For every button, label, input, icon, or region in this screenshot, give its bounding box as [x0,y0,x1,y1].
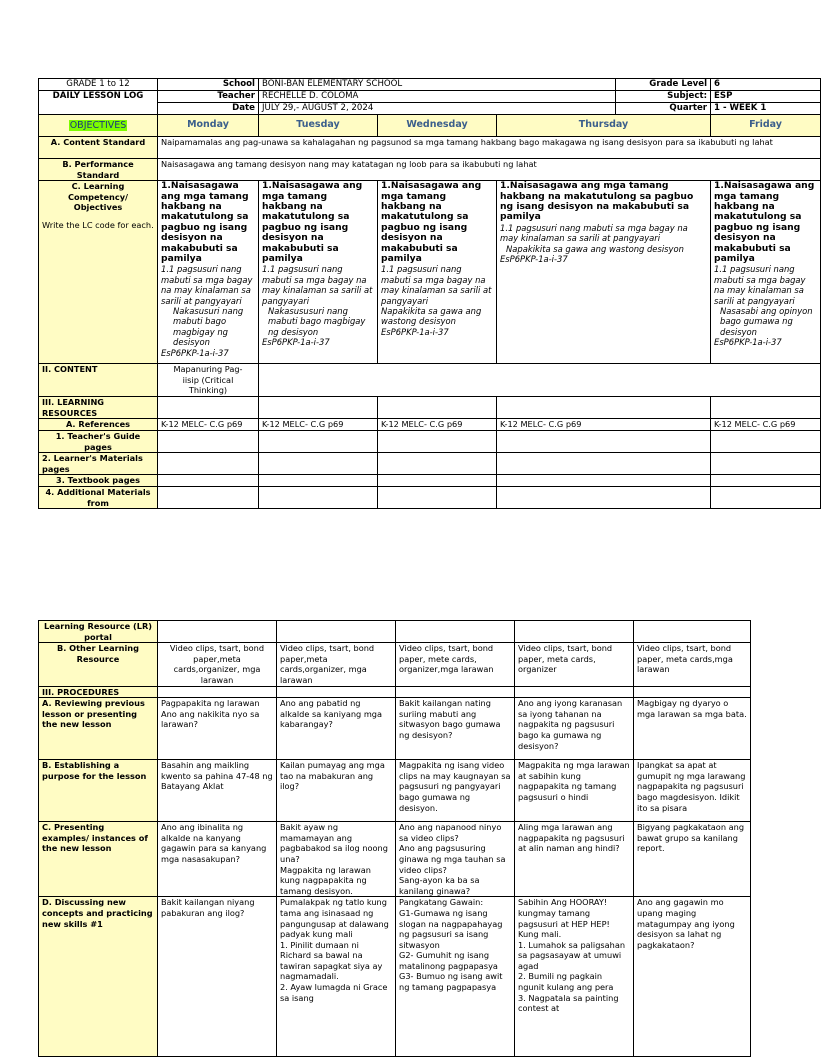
c-wed: Ano ang napanood ninyo sa video clips? Ano ang pagsusuring ginawa ng mga tauhan sa video clips? Sang-ayon ka ba sa kanilang ginawa? [396,822,515,897]
day-monday: Monday [158,115,259,137]
learning-competency-label: C. Learning Competency/ Objectives [67,181,129,213]
lr-mon [158,621,277,643]
date-value: JULY 29,- AUGUST 2, 2024 [259,103,616,115]
quarter-value: 1 - WEEK 1 [711,103,821,115]
procedures-label: III. PROCEDURES [39,686,158,698]
lc-main: 1.Naisasagawa ang mga tamang hakbang na makatutulong sa pagbuo ng isang desisyon na makabubuti sa pamilya [714,180,815,265]
lc-sub: 1.1 pagsusuri nang mabuti sa mga bagay na may kinalaman sa sarili at pangyayari [500,222,688,244]
other-wed: Video clips, tsart, bond paper, mete cards, organizer,mga larawan [396,643,515,686]
teacher-value: RECHELLE D. COLOMA [259,91,616,103]
lm-wed [378,453,497,475]
lc-code: EsP6PKP-1a-i-37 [262,337,330,348]
lc-objective: Nasasabi ang opinyon bago gumawa ng desisyon [720,306,813,337]
lc-sub: 1.1 pagsusuri nang mabuti sa mga bagay na may kinalaman sa sarili at pangyayari [161,264,253,306]
b-thu: Magpakita ng mga larawan at sabihin kung nagpapakita ng tamang pagsusuri o hindi [515,760,634,822]
presenting-label: C. Presenting examples/ instances of the new lesson [39,822,158,897]
other-resource-label: B. Other Learning Resource [39,643,158,686]
ref-fri: K-12 MELC- C.G p69 [711,419,821,431]
lm-tue [259,453,378,475]
lr-fri [634,621,751,643]
school-label: School [158,79,259,91]
d-fri: Ano ang gagawin mo upang maging matagumpay ang iyong desisyon sa lahat ng pagkakataon? [634,897,751,1057]
lm-mon [158,453,259,475]
lc-code: EsP6PKP-1a-i-37 [161,347,229,358]
c-thu: Aling mga larawan ang nagpapakita ng pagsusuri at alin naman ang hindi? [515,822,634,897]
teacher-label: Teacher [158,91,259,103]
am-wed [378,486,497,508]
d-mon: Bakit kailangan niyang pabakuran ang ilog? [158,897,277,1057]
lc-main: 1.Naisasagawa ang mga tamang hakbang na makatutulong sa pagbuo ng isang desisyon na makabubuti sa pamilya [161,180,249,265]
dll-title: DAILY LESSON LOG [39,91,158,115]
tb-tue [259,475,378,487]
quarter-label: Quarter [616,103,711,115]
school-value: BONI-BAN ELEMENTARY SCHOOL [259,79,616,91]
lc-code-note: Write the LC code for each. [42,219,154,230]
other-mon: Video clips, tsart, bond paper,meta cards,organizer, mga larawan [158,643,277,686]
lc-sub: 1.1 pagsusuri nang mabuti sa mga bagay na may kinalaman sa sarili at pangyayari [262,264,373,306]
proc-wed [396,686,515,698]
tg-fri [711,430,821,452]
lr-tue [277,621,396,643]
learning-resources-label: III. LEARNING RESOURCES [39,397,158,419]
resources-wed [378,397,497,419]
lc-objective: Napakikita sa gawa ang wastong desisyon [381,306,482,327]
content-standard-text: Naipamamalas ang pag-unawa sa kahalagahan ng pagsunod sa mga tamang hakbang bago makagawa ng isang desisyon para sa ikabubuti ng lahat [158,137,821,159]
grade-level-value: 6 [711,79,821,91]
references-label: A. References [39,419,158,431]
ref-mon: K-12 MELC- C.G p69 [158,419,259,431]
day-friday: Friday [711,115,821,137]
resources-fri [711,397,821,419]
other-tue: Video clips, tsart, bond paper,meta cards,organizer, mga larawan [277,643,396,686]
lc-tuesday [259,181,378,364]
tb-mon [158,475,259,487]
lc-objective: Nakasususuri nang mabuti bago magbigay ng desisyon [268,306,366,337]
c-fri: Bigyang pagkakataon ang bawat grupo sa kanilang report. [634,822,751,897]
d-thu: Sabihin Ang HOORAY! kungmay tamang pagsusuri at HEP HEP! Kung mali. 1. Lumahok sa paligsahan sa pagsasayaw at umuwi agad 2. Bumili ng pagkain ngunit kulang ang pera 3. Nagpatala sa painting contest at [515,897,634,1057]
lc-main: 1.Naisasagawa ang mga tamang hakbang na makatutulong sa pagbuo ng isang desisyon na makabubuti sa pamilya [500,180,694,223]
tg-mon [158,430,259,452]
performance-standard-label: B. Performance Standard [39,159,158,181]
proc-fri [634,686,751,698]
lesson-log-table-procedures [38,620,751,1057]
learning-competency-cell [39,181,158,364]
c-mon: Ano ang ibinalita ng alkalde na kanyang gagawin para sa kanyang mga nasasakupan? [158,822,277,897]
proc-thu [515,686,634,698]
tb-thu [497,475,711,487]
lc-sub: 1.1 pagsusuri nang mabuti sa mga bagay na may kinalaman sa sarili at pangyayari [381,264,492,306]
am-mon [158,486,259,508]
a-wed: Bakit kailangan nating suriing mabuti ang sitwasyon bago gumawa ng desisyon? [396,698,515,760]
objectives-heading: OBJECTIVES [39,115,158,137]
lc-sub: 1.1 pagsusuri nang mabuti sa mga bagay na may kinalaman sa sarili at pangyayari [714,264,806,306]
subject-value: ESP [711,91,821,103]
lc-code: EsP6PKP-1a-i-37 [500,254,568,265]
day-tuesday: Tuesday [259,115,378,137]
day-wednesday: Wednesday [378,115,497,137]
tg-wed [378,430,497,452]
lc-code: EsP6PKP-1a-i-37 [381,326,449,337]
additional-materials-label: 4. Additional Materials from [39,486,158,508]
lr-portal-label: Learning Resource (LR) portal [39,621,158,643]
lc-wednesday [378,181,497,364]
a-fri: Magbigay ng dyaryo o mga larawan sa mga bata. [634,698,751,760]
a-tue: Ano ang pabatid ng alkalde sa kaniyang mga kabarangay? [277,698,396,760]
lc-objective: Napakikita sa gawa ang wastong desisyon [506,243,684,254]
teachers-guide-label: 1. Teacher's Guide pages [39,430,158,452]
proc-mon [158,686,277,698]
a-mon: Pagpapakita ng larawan Ano ang nakikita nyo sa larawan? [158,698,277,760]
establishing-label: B. Establishing a purpose for the lesson [39,760,158,822]
discussing-label: D. Discussing new concepts and practicing new skills #1 [39,897,158,1057]
learners-materials-label: 2. Learner's Materials pages [39,453,158,475]
tg-thu [497,430,711,452]
d-tue: Pumalakpak ng tatlo kung tama ang isinasaad ng pangungusap at dalawang padyak kung mali 1. Pinilit dumaan ni Richard sa bawal na tawiran sapagkat siya ay nagmamadali. 2. Ayaw lumagda ni Grace sa isang [277,897,396,1057]
am-tue [259,486,378,508]
b-wed: Magpakita ng isang video clips na may kaugnayan sa pagsusuri ng pangyayari bago gumawa ng desisyon. [396,760,515,822]
c-tue: Bakit ayaw ng mamamayan ang pagbabakod sa ilog noong una? Magpakita ng larawan kung nagpapakita ng tamang desisyon. [277,822,396,897]
ref-wed: K-12 MELC- C.G p69 [378,419,497,431]
d-wed: Pangkatang Gawain: G1-Gumawa ng isang slogan na nagpapahayag ng pagsusuri sa isang sitwasyon G2- Gumuhit ng isang matalinong pagpapasya G3- Bumuo ng isang awit ng tamang pagpapasya [396,897,515,1057]
am-thu [497,486,711,508]
lesson-log-table-top [38,78,821,509]
content-text: Mapanuring Pag-iisip (Critical Thinking) [158,364,259,397]
lc-monday [158,181,259,364]
textbook-label: 3. Textbook pages [39,475,158,487]
proc-tue [277,686,396,698]
resources-mon [158,397,259,419]
grade-range: GRADE 1 to 12 [39,79,158,91]
lc-main: 1.Naisasagawa ang mga tamang hakbang na makatutulong sa pagbuo ng isang desisyon na makabubuti sa pamilya [262,180,363,265]
am-fri [711,486,821,508]
b-mon: Basahin ang maikling kwento sa pahina 47-48 ng Batayang Aklat [158,760,277,822]
other-fri: Video clips, tsart, bond paper, meta cards,mga larawan [634,643,751,686]
other-thu: Video clips, tsart, bond paper, meta cards, organizer [515,643,634,686]
reviewing-label: A. Reviewing previous lesson or presenting the new lesson [39,698,158,760]
b-fri: Ipangkat sa apat at gumupit ng mga larawang nagpapakita ng pagsusuri bago magdesisyon. Idikit ito sa pisara [634,760,751,822]
grade-level-label: Grade Level [616,79,711,91]
ref-thu: K-12 MELC- C.G p69 [497,419,711,431]
lc-objective: Nakasusuri nang mabuti bago magbigay ng desisyon [173,306,244,348]
lm-fri [711,453,821,475]
lc-friday [711,181,821,364]
resources-thu [497,397,711,419]
content-empty [259,364,821,397]
resources-tue [259,397,378,419]
lr-wed [396,621,515,643]
lc-thursday [497,181,711,364]
ref-tue: K-12 MELC- C.G p69 [259,419,378,431]
lc-main: 1.Naisasagawa ang mga tamang hakbang na makatutulong sa pagbuo ng isang desisyon na makabubuti sa pamilya [381,180,482,265]
b-tue: Kailan pumayag ang mga tao na mabakuran ang ilog? [277,760,396,822]
lc-code: EsP6PKP-1a-i-37 [714,337,782,348]
tb-fri [711,475,821,487]
lm-thu [497,453,711,475]
tg-tue [259,430,378,452]
content-standard-label: A. Content Standard [39,137,158,159]
a-thu: Ano ang iyong karanasan sa iyong tahanan na nagpakita ng pagsusuri bago ka gumawa ng desisyon? [515,698,634,760]
content-label: II. CONTENT [39,364,158,397]
date-label: Date [158,103,259,115]
tb-wed [378,475,497,487]
performance-standard-text: Naisasagawa ang tamang desisyon nang may katatagan ng loob para sa ikabubuti ng lahat [158,159,821,181]
lr-thu [515,621,634,643]
day-thursday: Thursday [497,115,711,137]
subject-label: Subject: [616,91,711,103]
